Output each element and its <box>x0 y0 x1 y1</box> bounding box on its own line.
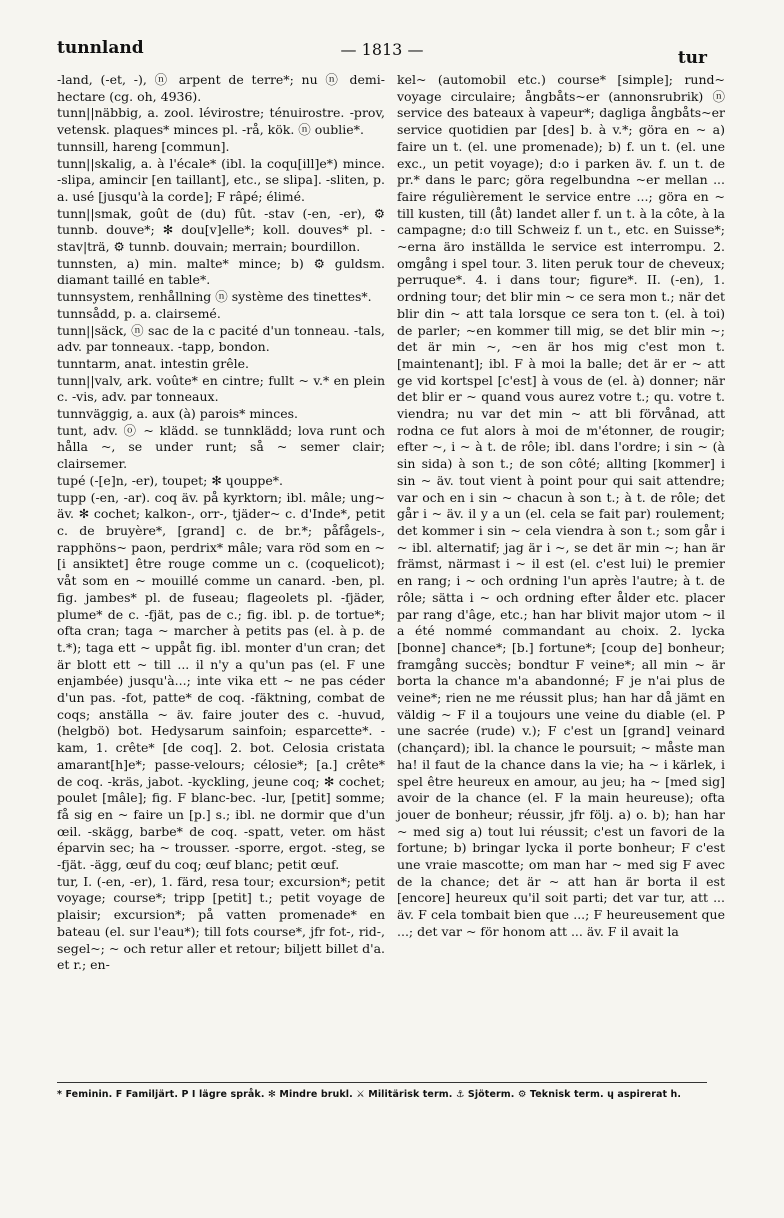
entry-tupe: tupé (-[e]n, -er), toupet; ✻ ɥouppe*. <box>57 472 284 488</box>
entry-tunnsadd: tunnsådd, p. a. clairsemé. <box>57 305 221 321</box>
entry-tunnsack: tunn||säck, ⓝ sac de la c pacité d'un tonneau. -tals, adv. par tonneaux. -tapp, bondon. <box>57 322 385 355</box>
entry-tunnsystem: tunnsystem, renhållning ⓝ système des tinettes*. <box>57 289 372 305</box>
entry-tunt: tunt, adv. ⓞ ~ klädd. se tunnklädd; lova runt och hålla ~, se under runt; så ~ semer clair; clairsemer. <box>57 422 385 472</box>
entry-tunnskalig: tunn||skalig, a. à l'écale* (ibl. la coqu[ill]e*) mince. -slipa, amincir [en taillant], etc., se slipa]. -sliten, p. a. usé [jusqu'à la corde]; F râpé; élimé. <box>57 155 385 204</box>
entry-tunnnabbig: tunn||näbbig, a. zool. lévirostre; ténuirostre. -prov, vetensk. plaques* minces pl. -rå, kök. ⓝ oublie*. <box>57 105 385 138</box>
right-running-headword: tur <box>677 48 707 68</box>
right-column <box>397 72 725 941</box>
left-running-headword: tunnland <box>57 38 144 58</box>
page-number: — 1813 — <box>340 40 424 59</box>
entry-land: -land, (-et, -), ⓝ arpent de terre*; nu ⓝ demi-hectare (cg. oh, 4936). <box>57 72 385 104</box>
page-header <box>57 38 707 66</box>
entry-tunntarm: tunntarm, anat. intestin grêle. <box>57 355 250 371</box>
abbreviation-legend: * Feminin. F Familjärt. P I lägre språk. ✻ Mindre brukl. ⚔ Militärisk term. ⚓ Sjöterm. ⚙ Teknisk term. ɥ aspirerat h. <box>57 1089 682 1100</box>
entry-tunnsill: tunnsill, hareng [commun]. <box>57 138 230 154</box>
entry-tur: tur, I. (-en, -er), 1. färd, resa tour; excursion*; petit voyage; course*; tripp [petit] t.; petit voyage de plaisir; excursion*; på vatten promenade* en bateau (el. sur l'eau*); till fots course*, jfr fot-, rid-, segel~; ~ och retur aller et retour; biljett billet d'a. et r.; en- <box>57 873 385 973</box>
entry-tur-continued: kel~ (automobil etc.) course* [simple]; rund~ voyage circulaire; ångbåts~er (annonsrubrik) ⓝ service des bateaux à vapeur*; dagliga ångbåts~er service quotidien par [des] b. à v.*; göra en ~ a) faire un t. (el. une promenade); b) f. un t. (el. une exc., un petit voyage); d:o i parken äv. f. un t. de pr.* dans le parc; göra regelbundna ~er mellan ... faire régulièrement le service entre ...; göra en ~ till kusten, till (åt) landet aller f. un t. à la côte, à la campagne; d:o till Schweiz f. un t., etc. en Suisse*; ~erna äro inställda le service est interrompu. 2. omgång i spel tour. 3. liten peruk tour de cheveux; perruque*. 4. i dans tour; figure*. II. (-en), 1. ordning tour; det blir min ~ ce sera mon t.; när det blir din ~ att tala lorsque ce sera ton t. (el. à toi) de parler; ~en kommer till mig, se det blir min ~; det är min ~, ~en är hos mig c'est mon t. [maintenant]; ibl. F à moi la balle; det är er ~ att ge vid kortspel [c'est] à vous de (el. à) donner; när det blir er ~ quand vous aurez votre t.; qu. votre t. viendra; nu var det min ~ att bli förvånad, att rodna ce fut alors à moi de m'étonner, de rougir; efter ~, i ~ à t. de rôle; ibl. dans l'ordre; i sin ~ (à sin sida) à son t.; de son côté; allting [kommer] i sin ~ äv. tout vient à point pour qui sait attendre; var och en i sin ~ chacun à son t.; à t. de rôle; det går i ~ äv. il y a un (el. cela se fait par) roulement; det kommer i sin ~ cela viendra à son t.; som går i ~ ibl. alternatif; jag är i ~, se det är min ~; han är främst, närmast i ~ il est (el. c'est lui) le premier en rang; i ~ och ordning l'un après l'autre; à t. de rôle; sätta i ~ och ordning efter ålder etc. placer par rang d'âge, etc.; han har blivit major utom ~ il a été nommé commandant au choix. 2. lycka [bonne] chance*; [b.] fortune*; [coup de] bonheur; framgång succès; bondtur F veine*; all min ~ är borta la chance m'a abandonné; F je n'ai plus de veine*; rien ne me réussit plus; han har då jämt en väldig ~ F il a toujours une veine du diable (el. P une sacrée (rude) v.); F c'est un [grand] veinard (chançard); ibl. la chance le poursuit; ~ måste man ha! il faut de la chance dans la vie; ha ~ i kärlek, i spel être heureux en amour, au jeu; ha ~ [med sig] avoir de la chance (el. F la main heureuse); ofta jouer de bonheur; réussir, jfr följ. a) o. b); han har ~ med sig a) tout lui réussit; c'est un favori de la fortune; b) bringar lycka il porte bonheur; F c'est une vraie mascotte; om man har ~ med sig F avec de la chance; det är ~ att han är borta il est [encore] heureux qu'il soit parti; det var tur, att ... äv. F cela tombait bien que ...; F heureusement que ...; det var ~ för honom att ... äv. F il avait la <box>397 72 725 939</box>
entry-tunnvaggig: tunnväggig, a. aux (à) parois* minces. <box>57 406 299 422</box>
footnote-divider <box>57 1082 707 1083</box>
entry-tunnvalv: tunn||valv, ark. voûte* en cintre; fullt ~ v.* en plein c. -vis, adv. par tonneaux. <box>57 372 385 405</box>
left-column <box>57 72 385 974</box>
entry-tunnsmak: tunn||smak, goût de (du) fût. -stav (-en, -er), ⚙ tunnb. douve*; ✻ dou[v]elle*; koll. douves* pl. -stav|trä, ⚙ tunnb. douvain; merrain; bourdillon. <box>57 205 385 255</box>
entry-tupp: tupp (-en, -ar). coq äv. på kyrktorn; ibl. mâle; ung~ äv. ✻ cochet; kalkon-, orr-, tjäder~ c. d'Inde*, petit c. de bruyère*, [grand] c. de br.*; påfågels-, rapphöns~ paon, perdrix* mâle; vara röd som en ~ [i ansiktet] être rouge comme un c. (coquelicot); våt som en ~ mouillé comme un canard. -ben, pl. fig. jambes* pl. de fuseau; flageolets pl. -fjäder, plume* de c. -fjät, pas de c.; fig. ibl. p. de tortue*; ofta cran; taga ~ marcher à petits pas (el. à p. de t.*); taga ett ~ uppåt fig. ibl. monter d'un cran; det är blott ett ~ till ... il n'y a qu'un pas (el. F une enjambée) jusqu'à...; inte vika ett ~ ne pas céder d'un pas. -fot, patte* de coq. -fäktning, combat de coqs; anställa ~ äv. faire jouter des c. -huvud, (helgbö) bot. Hedysarum sainfoin; esparcette*. -kam, 1. crête* [de coq]. 2. bot. Celosia cristata amarant[h]e*; passe-velours; célosie*; [a.] crête* de coq. -kräs, jabot. -kyckling, jeune coq; ✻ cochet; poulet [mâle]; fig. F blanc-bec. -lur, [petit] somme; få sig en ~ faire un [p.] s.; ibl. ne dormir que d'un œil. -skägg, barbe* de coq. -spatt, veter. om häst éparvin sec; ha ~ trousser. -sporre, ergot. -steg, se -fjät. -ägg, œuf du coq; œuf blanc; petit œuf. <box>57 489 385 873</box>
entry-tunnsten: tunnsten, a) min. malte* mince; b) ⚙ guldsm. diamant taillé en table*. <box>57 255 385 288</box>
